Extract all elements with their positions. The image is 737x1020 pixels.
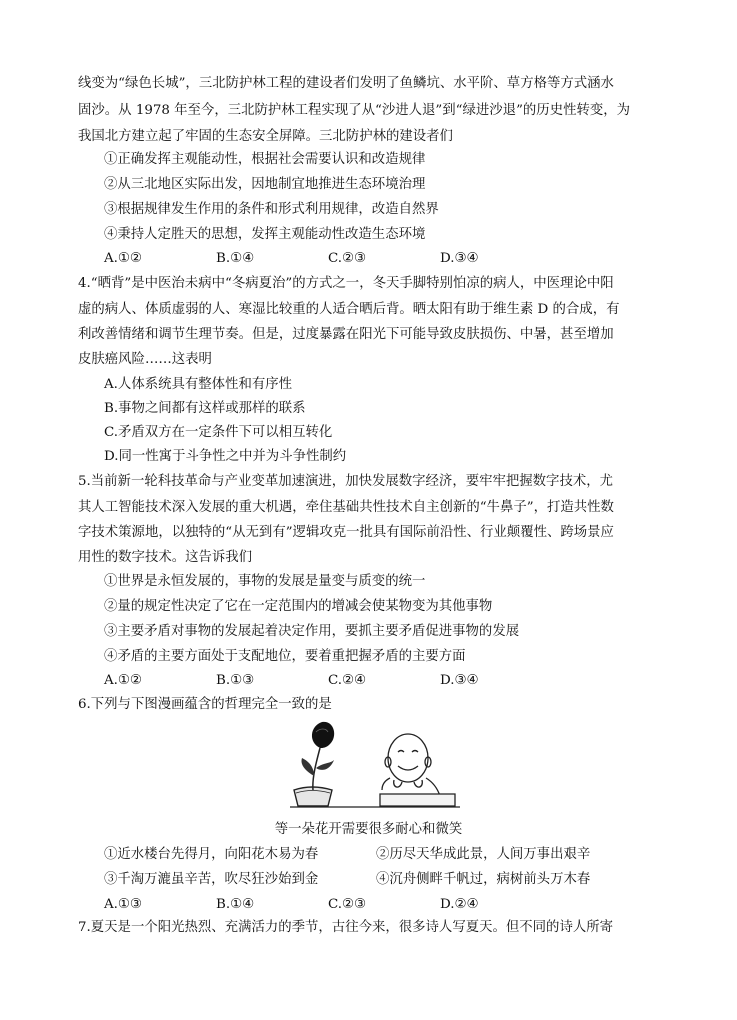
q5-choice-d: D.③④ bbox=[440, 673, 479, 688]
q5-item-2: ②量的规定性决定了它在一定范围内的增减会使某物变为其他事物 bbox=[104, 599, 493, 614]
cartoon-flower-and-man bbox=[290, 718, 460, 810]
q6-choice-c: C.②③ bbox=[328, 897, 367, 912]
q6-items-row-2 bbox=[104, 868, 590, 893]
q3-choice-a: A.①② bbox=[104, 251, 142, 266]
q3-item-1: ①正确发挥主观能动性，根据社会需要认识和改造规律 bbox=[104, 152, 426, 167]
q6-item-4: ④沉舟侧畔千帆过，病树前头万木春 bbox=[376, 872, 591, 887]
q6-item-3: ③千淘万漉虽辛苦，吹尽狂沙始到金 bbox=[104, 872, 319, 887]
q5-line-3: 字技术策源地，以独特的“从无到有”逻辑攻克一批具有国际前沿性、行业颠覆性、跨场景应 bbox=[78, 525, 614, 540]
q3-item-4: ④秉持人定胜天的思想，发挥主观能动性改造生态环境 bbox=[104, 227, 426, 242]
q5-choice-b: B.①③ bbox=[216, 673, 255, 688]
q4-line-3: 利改善情绪和调节生理节奏。但是，过度暴露在阳光下可能导致皮肤损伤、中暑，甚至增加 bbox=[78, 327, 614, 342]
q3-choice-c: C.②③ bbox=[328, 251, 367, 266]
q7-line-1: 7.夏天是一个阳光热烈、充满活力的季节，古往今来，很多诗人写夏天。但不同的诗人所寄 bbox=[78, 920, 614, 935]
q4-option-d: D.同一性寓于斗争性之中并为斗争性制约 bbox=[104, 449, 347, 464]
q6-choice-a: A.①③ bbox=[104, 897, 142, 912]
q5-line-1: 5.当前新一轮科技革命与产业变革加速演进，加快发展数字经济，要牢牢把握数字技术，尤 bbox=[78, 474, 614, 489]
q4-line-4: 皮肤癌风险……这表明 bbox=[78, 352, 212, 367]
q5-item-3: ③主要矛盾对事物的发展起着决定作用，要抓主要矛盾促进事物的发展 bbox=[104, 624, 520, 639]
q4-option-b: B.事物之间都有这样或那样的联系 bbox=[104, 401, 306, 416]
q5-item-1: ①世界是永恒发展的，事物的发展是量变与质变的统一 bbox=[104, 574, 426, 589]
q6-choices bbox=[104, 893, 479, 918]
q6-item-1: ①近水楼台先得月，向阳花木易为春 bbox=[104, 847, 319, 862]
q4-line-1: 4.“晒背”是中医治未病中“冬病夏治”的方式之一，冬天手脚特别怕凉的病人，中医理论中阳 bbox=[78, 276, 614, 291]
q3-line-1: 线变为“绿色长城”，三北防护林工程的建设者们发明了鱼鳞坑、水平阶、草方格等方式涵水 bbox=[78, 76, 614, 91]
q4-line-2: 虚的病人、体质虚弱的人、寒湿比较重的人适合晒后背。晒太阳有助于维生素 D 的合成，有 bbox=[78, 302, 620, 317]
q5-item-4: ④矛盾的主要方面处于支配地位，要着重把握矛盾的主要方面 bbox=[104, 649, 466, 664]
q5-line-4: 用性的数字技术。这告诉我们 bbox=[78, 550, 253, 565]
q3-item-3: ③根据规律发生作用的条件和形式利用规律，改造自然界 bbox=[104, 202, 439, 217]
q3-item-2: ②从三北地区实际出发，因地制宜地推进生态环境治理 bbox=[104, 177, 426, 192]
q5-choice-c: C.②④ bbox=[328, 673, 367, 688]
q6-choice-d: D.②④ bbox=[440, 897, 479, 912]
q6-items-row-1 bbox=[104, 843, 590, 868]
smiling-man-icon bbox=[380, 734, 455, 806]
q5-choice-a: A.①② bbox=[104, 673, 142, 688]
q3-choice-d: D.③④ bbox=[440, 251, 479, 266]
q3-choice-b: B.①④ bbox=[216, 251, 255, 266]
q5-choices bbox=[104, 669, 479, 694]
q6-choice-b: B.①④ bbox=[216, 897, 255, 912]
flower-icon bbox=[302, 722, 335, 790]
q3-line-3: 我国北方建立起了牢固的生态安全屏障。三北防护林的建设者们 bbox=[78, 129, 453, 144]
q4-option-c: C.矛盾双方在一定条件下可以相互转化 bbox=[104, 425, 333, 440]
q3-choices bbox=[104, 247, 479, 272]
q4-option-a: A.人体系统具有整体性和有序性 bbox=[104, 377, 293, 392]
q6-stem: 6.下列与下图漫画蕴含的哲理完全一致的是 bbox=[78, 697, 332, 712]
q3-line-2: 固沙。从 1978 年至今，三北防护林工程实现了从“沙进人退”到“绿进沙退”的历史性转变，为 bbox=[78, 103, 631, 118]
q5-line-2: 其人工智能技术深入发展的重大机遇，牵住基础共性技术自主创新的“牛鼻子”，打造共性数 bbox=[78, 500, 614, 515]
cartoon-caption: 等一朵花开需要很多耐心和微笑 bbox=[274, 822, 463, 837]
q6-item-2: ②历尽天华成此景，人间万事出艰辛 bbox=[376, 847, 591, 862]
